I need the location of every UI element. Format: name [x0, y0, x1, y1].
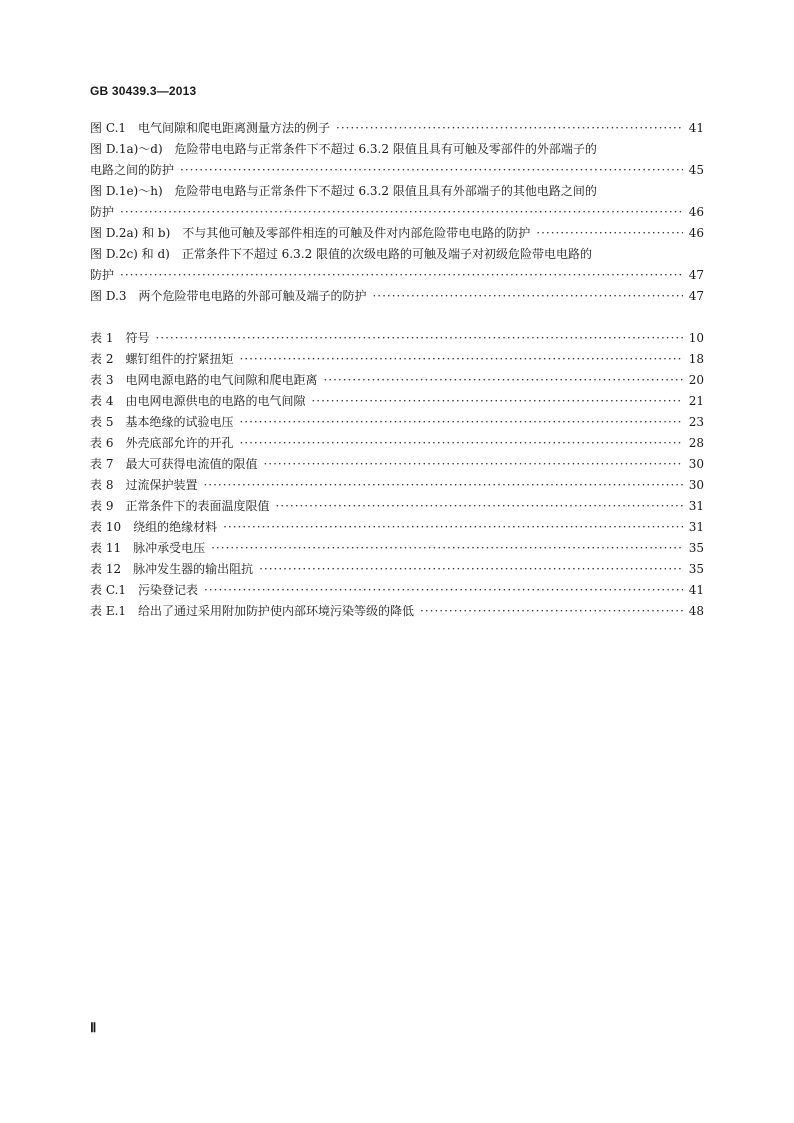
- dot-leader: [120, 202, 683, 223]
- figure-list: [90, 118, 704, 307]
- dot-leader: [372, 286, 682, 307]
- dot-leader: [536, 223, 682, 244]
- table-entry-page: 48: [688, 604, 704, 618]
- dot-leader: [420, 601, 683, 622]
- figure-entry-title: 图 C.1 电气间隙和爬电距离测量方法的例子: [90, 121, 331, 135]
- table-entry-page: 10: [688, 331, 704, 345]
- table-entry[interactable]: [90, 391, 704, 412]
- dot-leader: [203, 475, 682, 496]
- table-list: [90, 328, 704, 622]
- table-entry-title: 表 7 最大可获得电流值的限值: [90, 457, 258, 471]
- table-entry[interactable]: [90, 601, 704, 622]
- table-entry-title: 表 3 电网电源电路的电气间隙和爬电距离: [90, 373, 318, 387]
- table-entry[interactable]: [90, 496, 704, 517]
- table-entry[interactable]: [90, 538, 704, 559]
- dot-leader: [336, 118, 683, 139]
- dot-leader: [263, 454, 682, 475]
- table-entry-page: 31: [688, 520, 704, 534]
- table-entry-title: 表 6 外壳底部允许的开孔: [90, 436, 234, 450]
- figure-entry[interactable]: [90, 139, 704, 160]
- figure-entry[interactable]: [90, 160, 704, 181]
- table-entry-page: 23: [688, 415, 704, 429]
- figure-entry-page: 47: [688, 268, 704, 282]
- dot-leader: [239, 433, 682, 454]
- table-entry-title: 表 11 脉冲承受电压: [90, 541, 206, 555]
- table-entry-title: 表 C.1 污染登记表: [90, 583, 199, 597]
- dot-leader: [259, 559, 683, 580]
- table-entry[interactable]: [90, 349, 704, 370]
- dot-leader: [239, 349, 682, 370]
- table-entry-page: 31: [688, 499, 704, 513]
- page-number: Ⅱ: [90, 1020, 97, 1035]
- figure-entry-title: 图 D.3 两个危险带电电路的外部可触及端子的防护: [90, 289, 367, 303]
- table-entry[interactable]: [90, 517, 704, 538]
- table-entry-page: 28: [688, 436, 704, 450]
- dot-leader: [223, 517, 683, 538]
- table-entry-title: 表 8 过流保护装置: [90, 478, 198, 492]
- table-entry-page: 41: [688, 583, 704, 597]
- figure-entry-page: 46: [688, 205, 704, 219]
- figure-entry-title: 防护: [90, 268, 115, 282]
- table-entry-page: 21: [688, 394, 704, 408]
- figure-entry[interactable]: [90, 202, 704, 223]
- figure-entry[interactable]: [90, 181, 704, 202]
- dot-leader: [211, 538, 683, 559]
- table-entry-title: 表 12 脉冲发生器的输出阻抗: [90, 562, 254, 576]
- table-entry-page: 20: [688, 373, 704, 387]
- table-entry-title: 表 9 正常条件下的表面温度限值: [90, 499, 270, 513]
- figure-entry-title: 防护: [90, 205, 115, 219]
- figure-entry[interactable]: [90, 286, 704, 307]
- table-entry[interactable]: [90, 328, 704, 349]
- figure-entry-page: 46: [688, 226, 704, 240]
- figure-entry[interactable]: [90, 223, 704, 244]
- dot-leader: [120, 265, 683, 286]
- table-entry[interactable]: [90, 433, 704, 454]
- table-entry[interactable]: [90, 475, 704, 496]
- dot-leader: [239, 412, 682, 433]
- table-entry-page: 35: [688, 541, 704, 555]
- figure-entry[interactable]: [90, 118, 704, 139]
- table-entry[interactable]: [90, 412, 704, 433]
- table-entry-title: 表 2 螺钉组件的拧紧扭矩: [90, 352, 234, 366]
- figure-entry-page: 41: [688, 121, 704, 135]
- dot-leader: [204, 580, 683, 601]
- dot-leader: [311, 391, 682, 412]
- table-entry-page: 30: [688, 478, 704, 492]
- table-entry-title: 表 5 基本绝缘的试验电压: [90, 415, 234, 429]
- dot-leader: [275, 496, 682, 517]
- table-entry-page: 30: [688, 457, 704, 471]
- figure-entry-title: 图 D.2c) 和 d) 正常条件下不超过 6.3.2 限值的次级电路的可触及端子对初级危险带电电路的: [90, 247, 593, 261]
- figure-entry-title: 图 D.1a)～d) 危险带电电路与正常条件下不超过 6.3.2 限值且具有可触及零部件的外部端子的: [90, 142, 597, 156]
- table-entry-title: 表 10 绕组的绝缘材料: [90, 520, 218, 534]
- table-entry-title: 表 1 符号: [90, 331, 150, 345]
- table-entry[interactable]: [90, 370, 704, 391]
- figure-entry[interactable]: [90, 244, 704, 265]
- table-entry-title: 表 4 由电网电源供电的电路的电气间隙: [90, 394, 306, 408]
- table-entry-page: 35: [688, 562, 704, 576]
- figure-entry-title: 电路之间的防护: [90, 163, 175, 177]
- dot-leader: [180, 160, 683, 181]
- figure-entry[interactable]: [90, 265, 704, 286]
- dot-leader: [323, 370, 682, 391]
- table-entry-title: 表 E.1 给出了通过采用附加防护使内部环境污染等级的降低: [90, 604, 415, 618]
- table-entry[interactable]: [90, 580, 704, 601]
- figure-entry-page: 47: [688, 289, 704, 303]
- dot-leader: [155, 328, 682, 349]
- table-entry[interactable]: [90, 454, 704, 475]
- figure-entry-title: 图 D.1e)～h) 危险带电电路与正常条件下不超过 6.3.2 限值且具有外部端子的其他电路之间的: [90, 184, 597, 198]
- table-entry-page: 18: [688, 352, 704, 366]
- figure-entry-page: 45: [688, 163, 704, 177]
- standard-code-header: GB 30439.3—2013: [90, 84, 197, 98]
- table-entry[interactable]: [90, 559, 704, 580]
- figure-entry-title: 图 D.2a) 和 b) 不与其他可触及零部件相连的可触及件对内部危险带电电路的防护: [90, 226, 531, 240]
